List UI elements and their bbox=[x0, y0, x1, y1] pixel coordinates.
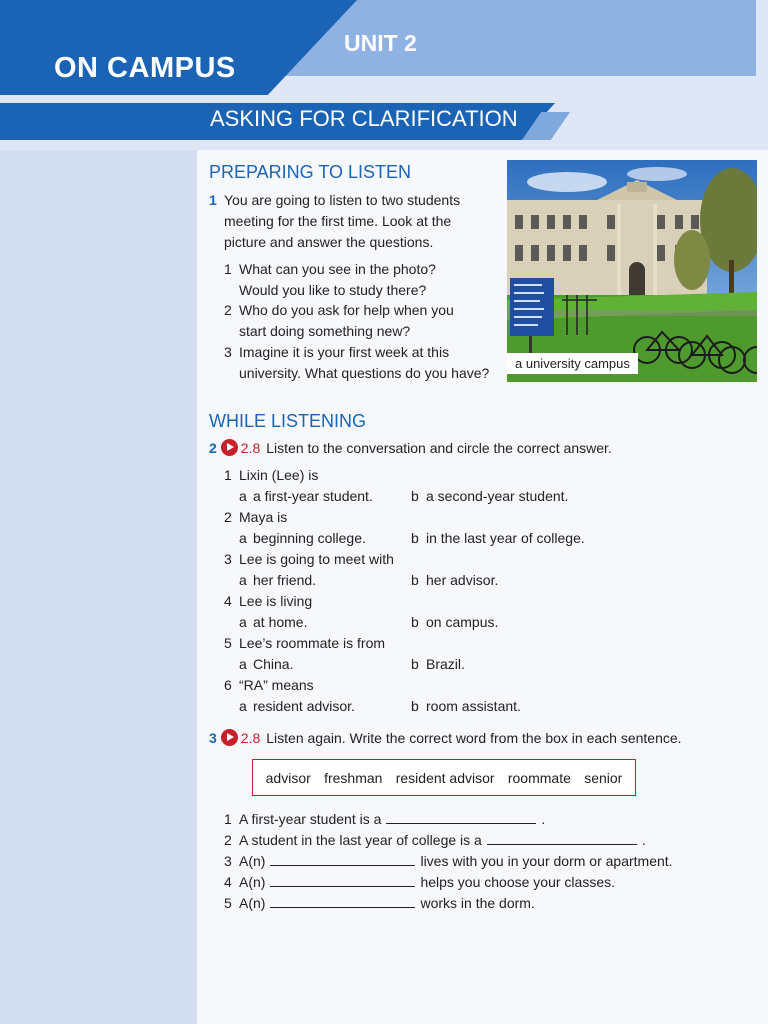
exercise-1-instruction-line: meeting for the first time. Look at the bbox=[224, 213, 452, 229]
option-a-letter[interactable]: a bbox=[239, 530, 247, 546]
option-a-letter[interactable]: a bbox=[239, 572, 247, 588]
while-listening-heading: WHILE LISTENING bbox=[209, 411, 367, 431]
option-b-text[interactable]: room assistant. bbox=[426, 698, 521, 714]
item-stem: Lixin (Lee) is bbox=[239, 467, 319, 483]
option-b-letter[interactable]: b bbox=[411, 656, 419, 672]
sentence-after: works in the dorm. bbox=[420, 895, 535, 911]
play-audio-icon[interactable] bbox=[221, 439, 238, 456]
sentence-before: A(n) bbox=[239, 874, 266, 890]
option-b-letter[interactable]: b bbox=[411, 488, 419, 504]
option-a-text[interactable]: beginning college. bbox=[253, 530, 366, 546]
answer-blank[interactable] bbox=[270, 872, 415, 887]
exercise-3-number: 3 bbox=[209, 730, 217, 746]
sentence-before: A(n) bbox=[239, 853, 266, 869]
question-line: What can you see in the photo? bbox=[239, 261, 436, 277]
sentence bbox=[239, 809, 545, 830]
section-title: ASKING FOR CLARIFICATION bbox=[210, 106, 518, 131]
option-a-letter[interactable]: a bbox=[239, 698, 247, 714]
sentence bbox=[239, 872, 615, 893]
option-a-text[interactable]: a first-year student. bbox=[253, 488, 373, 504]
option-b-text[interactable]: on campus. bbox=[426, 614, 499, 630]
item-number: 4 bbox=[224, 593, 232, 609]
sentence-number: 4 bbox=[224, 874, 232, 890]
item-stem: Lee is living bbox=[239, 593, 313, 609]
sentence bbox=[239, 893, 535, 914]
answer-blank[interactable] bbox=[386, 809, 536, 824]
item-stem: “RA” means bbox=[239, 677, 314, 693]
option-b-text[interactable]: a second-year student. bbox=[426, 488, 569, 504]
option-a-text[interactable]: at home. bbox=[253, 614, 308, 630]
campus-photo bbox=[507, 160, 757, 382]
answer-blank[interactable] bbox=[270, 851, 415, 866]
sentence-after: . bbox=[541, 811, 546, 827]
sentence-number: 1 bbox=[224, 811, 232, 827]
audio-track-number: 2.8 bbox=[240, 730, 261, 746]
item-stem: Lee is going to meet with bbox=[239, 551, 394, 567]
exercise-3-header bbox=[209, 728, 682, 749]
item-number: 6 bbox=[224, 677, 232, 693]
unit-label: UNIT 2 bbox=[344, 30, 417, 56]
word-box-item: roommate bbox=[507, 769, 571, 786]
word-box-item: advisor bbox=[265, 769, 311, 786]
exercise-2-header bbox=[209, 438, 612, 459]
item-number: 2 bbox=[224, 509, 232, 525]
preparing-heading: PREPARING TO LISTEN bbox=[209, 162, 412, 182]
exercise-1-number: 1 bbox=[209, 192, 217, 208]
question-line: university. What questions do you have? bbox=[239, 365, 490, 381]
word-box-item: resident advisor bbox=[395, 769, 495, 786]
option-b-text[interactable]: in the last year of college. bbox=[426, 530, 585, 546]
question-number: 2 bbox=[224, 302, 232, 318]
exercise-1-instruction-line: picture and answer the questions. bbox=[224, 234, 434, 250]
exercise-2-instruction: Listen to the conversation and circle the correct answer. bbox=[266, 440, 612, 456]
sentence-after: helps you choose your classes. bbox=[420, 874, 616, 890]
option-b-letter[interactable]: b bbox=[411, 530, 419, 546]
question-line: Imagine it is your first week at this bbox=[239, 344, 450, 360]
sentence bbox=[239, 830, 646, 851]
word-box bbox=[252, 759, 636, 796]
option-a-text[interactable]: China. bbox=[253, 656, 294, 672]
option-a-text[interactable]: resident advisor. bbox=[253, 698, 355, 714]
option-b-text[interactable]: Brazil. bbox=[426, 656, 465, 672]
option-b-letter[interactable]: b bbox=[411, 572, 419, 588]
option-b-text[interactable]: her advisor. bbox=[426, 572, 499, 588]
option-a-letter[interactable]: a bbox=[239, 614, 247, 630]
option-b-letter[interactable]: b bbox=[411, 698, 419, 714]
unit-title: ON CAMPUS bbox=[54, 52, 236, 84]
word-box-item: senior bbox=[584, 769, 623, 786]
sentence-number: 2 bbox=[224, 832, 232, 848]
sentence-after: . bbox=[641, 832, 646, 848]
option-a-text[interactable]: her friend. bbox=[253, 572, 317, 588]
left-sidebar bbox=[0, 0, 197, 1024]
item-number: 3 bbox=[224, 551, 232, 567]
item-stem: Maya is bbox=[239, 509, 288, 525]
exercise-2-number: 2 bbox=[209, 440, 217, 456]
option-b-letter[interactable]: b bbox=[411, 614, 419, 630]
option-a-letter[interactable]: a bbox=[239, 656, 247, 672]
sentence-number: 3 bbox=[224, 853, 232, 869]
audio-track-number: 2.8 bbox=[240, 440, 261, 456]
question-number: 1 bbox=[224, 261, 232, 277]
item-number: 1 bbox=[224, 467, 232, 483]
answer-blank[interactable] bbox=[487, 830, 637, 845]
play-audio-icon[interactable] bbox=[221, 729, 238, 746]
sentence-before: A(n) bbox=[239, 895, 266, 911]
sentence-before: A student in the last year of college is a bbox=[239, 832, 482, 848]
word-box-item: freshman bbox=[324, 769, 383, 786]
sentence-number: 5 bbox=[224, 895, 232, 911]
answer-blank[interactable] bbox=[270, 893, 415, 908]
question-line: Who do you ask for help when you bbox=[239, 302, 454, 318]
exercise-3-instruction: Listen again. Write the correct word from the box in each sentence. bbox=[266, 730, 682, 746]
sentence-after: lives with you in your dorm or apartment. bbox=[420, 853, 673, 869]
option-a-letter[interactable]: a bbox=[239, 488, 247, 504]
item-stem: Lee’s roommate is from bbox=[239, 635, 386, 651]
sentence-before: A first-year student is a bbox=[239, 811, 382, 827]
question-number: 3 bbox=[224, 344, 232, 360]
question-line: Would you like to study there? bbox=[239, 282, 427, 298]
sentence bbox=[239, 851, 673, 872]
photo-caption: a university campus bbox=[507, 353, 638, 374]
item-number: 5 bbox=[224, 635, 232, 651]
exercise-1-instruction-line: You are going to listen to two students bbox=[224, 192, 461, 208]
question-line: start doing something new? bbox=[239, 323, 411, 339]
campus-illustration bbox=[507, 160, 757, 382]
